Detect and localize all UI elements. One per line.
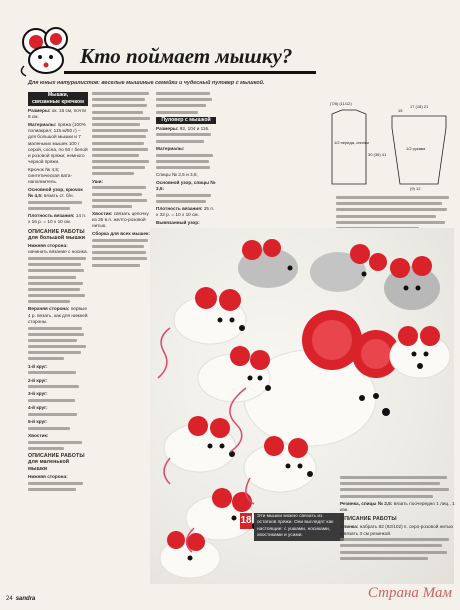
title-underline [64, 71, 316, 74]
mouse-grey-2 [310, 244, 387, 292]
column-3: Пуловер с мышкой Размеры: 92, 104 и 116. Материалы: Спицы № 2,5 и 3,5; Основной узор, спицы № 3,5: Плотность вязания: 25 п. x 32 р. = 10 х 10 см. Вывязанный узор: [156, 92, 216, 252]
section-heading-small-mouse: ОПИСАНИЕ РАБОТЫ для маленькой мышки [28, 453, 85, 472]
mouse-grey-1 [238, 239, 298, 288]
magazine-brand: sandra [15, 596, 36, 602]
intro-line: Для юных натуралистов: веселые мышиные семейки и чудесный пуловер с мышкой. [28, 80, 265, 86]
page-title: Кто поймает мышку? [80, 44, 293, 68]
schematic-label-e: 30 (36) 41 [368, 152, 387, 157]
column-4-bottom: Резинка, спицы № 2,5: вязать поочередно 1 лиц., 1 изн. ОПИСАНИЕ РАБОТЫ Спинка: набрать 82 (92/102) п. серо-розовой нитью и вязать 3 см резинкой. [340, 476, 456, 584]
mouse-logo-icon [16, 22, 74, 78]
site-watermark: Страна Мам [367, 585, 452, 601]
column-1: Мышки, связанные крючком Размеры: ок. 15 см, почти 8 см. Материалы: пряжа (100% полиакрил; 115 м/50 г) – для большой мышки и 7 маленьких мышек 100 г серой, сосна, по 50 г белой и розовой пряжи; немного черной пряжи. Крючок № 4,5; синтетическая вата-наполнитель. Основной узор, крючок № 4,5: вязать ст. б/н. Плотность вязания: 14 п. х 16 р. = 10 х 10 см. ОПИСАНИЕ РАБОТЫ для большой мышки Нижняя сторона: начинать вязание с носика. Верхняя сторона: первые 4 р. вязать, как для нижней стороны. 1-й круг: 2-й круг: 3-й круг: 4-й круг: 5-й круг: Хвостик: ОПИСАНИЕ РАБОТЫ для маленькой мышки Нижняя сторона: [28, 92, 88, 592]
caption-number: 18 [240, 513, 252, 529]
schematic-label-a: (7/8) (11/12) [330, 101, 352, 106]
page-footer [6, 596, 35, 602]
mouse-grey-3 [384, 256, 440, 310]
column-1-box-title: Мышки, связанные крючком [28, 92, 88, 106]
sweater-schematic [322, 96, 456, 192]
mouse-white-3 [198, 346, 271, 402]
schematic-label-b: 1/2 переда, спинки [334, 140, 369, 145]
mouse-white-2 [174, 287, 246, 344]
schematic-label-c: 1/2 рукава [406, 146, 426, 151]
section-heading-pullover: ОПИСАНИЕ РАБОТЫ [340, 516, 397, 523]
page-number: 24 [6, 596, 13, 602]
mouse-white-6 [244, 436, 316, 492]
schematic-label-g: (9) 12 [410, 186, 421, 191]
schematic-label-d: 15 [398, 108, 403, 113]
column-3-box-title: Пуловер с мышкой [156, 117, 216, 124]
photo-caption: Эти мышки можно связать из остатков пряжи. Они выглядят как настоящие: с ушками, носиками, хвостиками и усами. [254, 513, 344, 541]
column-2: Уши: Хвостик: связать цепочку из 25 в.п. желто-розовой нитью. Сборка для всех мышек: [92, 92, 152, 292]
schematic-label-f: 17 (18) 21 [410, 104, 429, 109]
section-heading-large-mouse: ОПИСАНИЕ РАБОТЫ для большой мышки [28, 228, 86, 241]
mouse-white-4 [390, 326, 450, 378]
mouse-white-5 [164, 416, 236, 472]
